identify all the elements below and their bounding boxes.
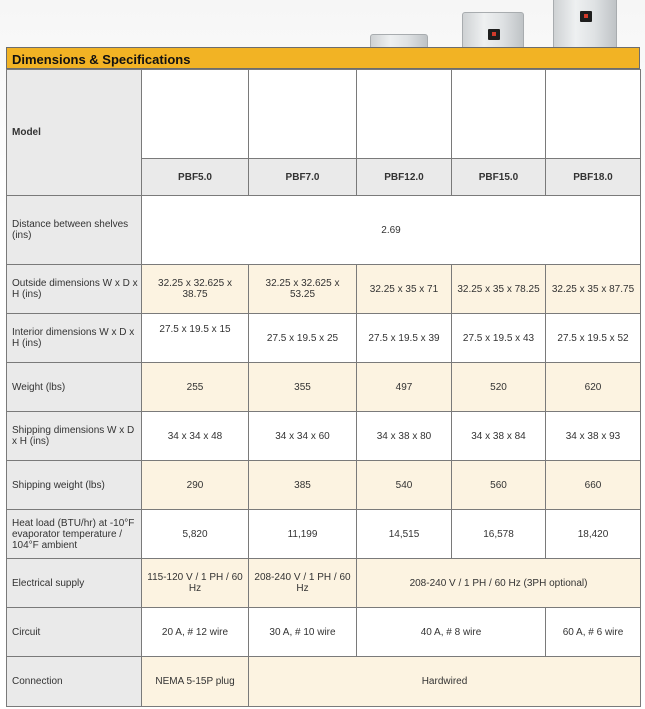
table-row	[7, 510, 641, 559]
cell-value: 27.5 x 19.5 x 43	[452, 314, 546, 363]
cell-value: 27.5 x 19.5 x 39	[357, 314, 452, 363]
cell-value: 32.25 x 32.625 x 38.75	[142, 265, 249, 314]
cell-value: 32.25 x 35 x 78.25	[452, 265, 546, 314]
cell-value: 497	[357, 363, 452, 412]
table-row	[7, 265, 641, 314]
table-row	[7, 70, 641, 159]
table-row	[7, 608, 641, 657]
cell-value: Hardwired	[249, 657, 641, 707]
cell-value: 5,820	[142, 510, 249, 559]
model-image-cell	[142, 70, 249, 159]
cell-value: 14,515	[357, 510, 452, 559]
cell-value: 355	[249, 363, 357, 412]
cell-value: 32.25 x 35 x 71	[357, 265, 452, 314]
table-row	[7, 196, 641, 265]
cell-value: 255	[142, 363, 249, 412]
row-label: Electrical supply	[7, 559, 142, 608]
cell-value: 620	[546, 363, 641, 412]
model-name: PBF15.0	[452, 159, 546, 196]
cell-value: 540	[357, 461, 452, 510]
model-name: PBF12.0	[357, 159, 452, 196]
cell-value: 11,199	[249, 510, 357, 559]
cell-value: 34 x 38 x 84	[452, 412, 546, 461]
table-row	[7, 363, 641, 412]
cell-value: 385	[249, 461, 357, 510]
cell-value: 2.69	[142, 196, 641, 265]
table-row	[7, 412, 641, 461]
cell-value: 208-240 V / 1 PH / 60 Hz (3PH optional)	[357, 559, 641, 608]
row-label: Shipping dimensions W x D x H (ins)	[7, 412, 142, 461]
model-label: Model	[7, 70, 142, 196]
cell-value: 660	[546, 461, 641, 510]
cell-value: 34 x 38 x 93	[546, 412, 641, 461]
row-label: Shipping weight (lbs)	[7, 461, 142, 510]
cell-value: 30 A, # 10 wire	[249, 608, 357, 657]
row-label: Heat load (BTU/hr) at -10°F evaporator temperature / 104°F ambient	[7, 510, 142, 559]
cell-value: 560	[452, 461, 546, 510]
model-image-cell	[249, 70, 357, 159]
table-row	[7, 657, 641, 707]
spec-document	[6, 47, 640, 707]
model-name: PBF18.0	[546, 159, 641, 196]
model-name: PBF7.0	[249, 159, 357, 196]
row-label: Interior dimensions W x D x H (ins)	[7, 314, 142, 363]
cell-value: 290	[142, 461, 249, 510]
cell-value: 34 x 38 x 80	[357, 412, 452, 461]
row-label: Distance between shelves (ins)	[7, 196, 142, 265]
spec-table	[6, 69, 641, 707]
row-label: Outside dimensions W x D x H (ins)	[7, 265, 142, 314]
cell-value: 27.5 x 19.5 x 25	[249, 314, 357, 363]
row-label: Connection	[7, 657, 142, 707]
cell-value: 34 x 34 x 48	[142, 412, 249, 461]
cell-value: 208-240 V / 1 PH / 60 Hz	[249, 559, 357, 608]
section-title: Dimensions & Specifications	[6, 47, 640, 69]
cell-value: 34 x 34 x 60	[249, 412, 357, 461]
row-label: Weight (lbs)	[7, 363, 142, 412]
table-row	[7, 559, 641, 608]
cell-value: 32.25 x 32.625 x 53.25	[249, 265, 357, 314]
cell-value: 27.5 x 19.5 x 15	[142, 314, 249, 363]
model-name: PBF5.0	[142, 159, 249, 196]
cell-value: 16,578	[452, 510, 546, 559]
model-image-cell	[452, 70, 546, 159]
cell-value: 20 A, # 12 wire	[142, 608, 249, 657]
cell-value: NEMA 5-15P plug	[142, 657, 249, 707]
cell-value: 27.5 x 19.5 x 52	[546, 314, 641, 363]
table-row	[7, 461, 641, 510]
table-row	[7, 314, 641, 363]
cell-value: 40 A, # 8 wire	[357, 608, 546, 657]
cell-value: 115-120 V / 1 PH / 60 Hz	[142, 559, 249, 608]
model-image-cell	[546, 70, 641, 159]
cell-value: 60 A, # 6 wire	[546, 608, 641, 657]
row-label: Circuit	[7, 608, 142, 657]
cell-value: 32.25 x 35 x 87.75	[546, 265, 641, 314]
cell-value: 520	[452, 363, 546, 412]
model-image-cell	[357, 70, 452, 159]
cell-value: 18,420	[546, 510, 641, 559]
